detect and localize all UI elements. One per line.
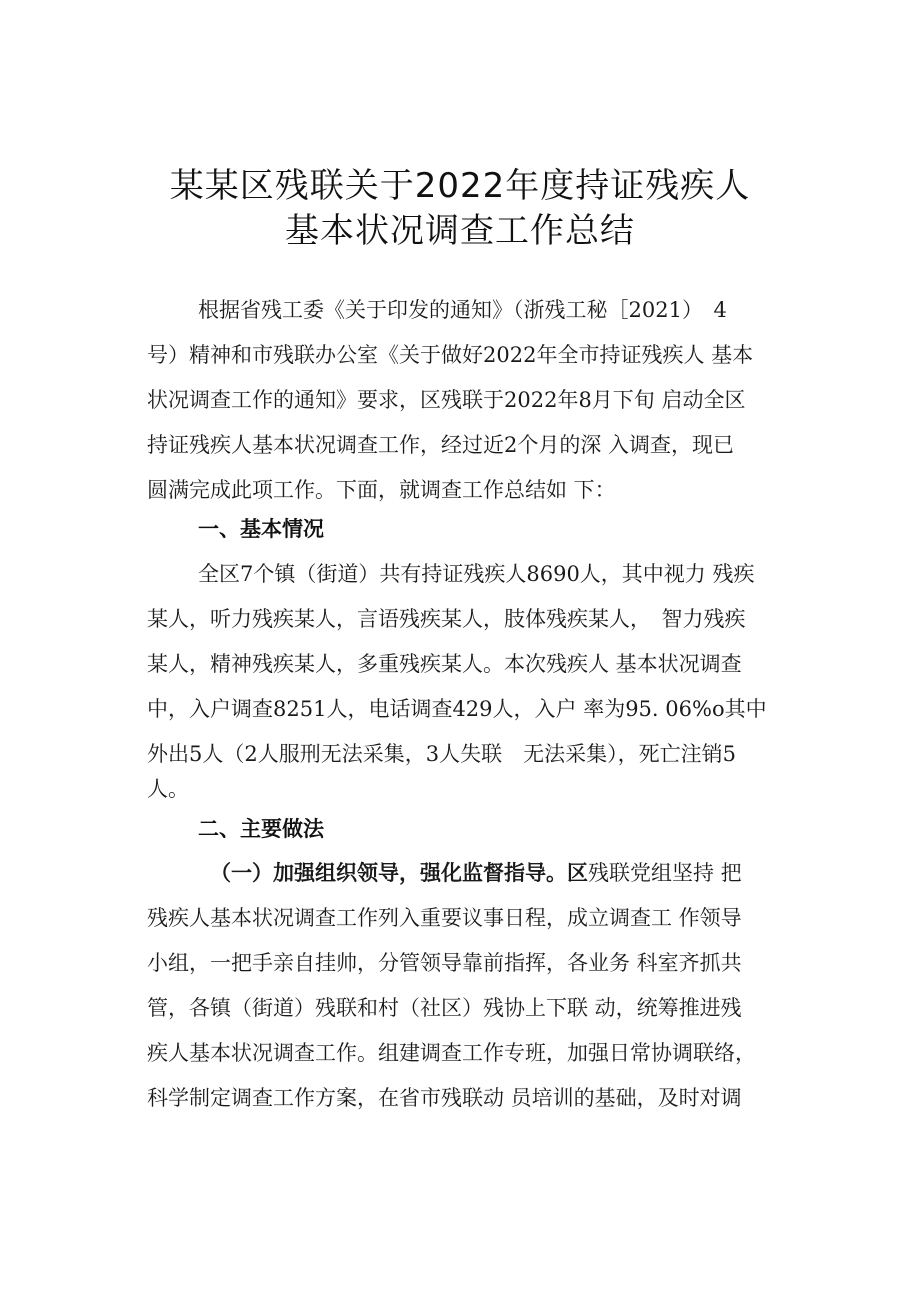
section1-line-3: 某人，精神残疾某人，多重残疾某人。本次残疾人 基本状况调查	[147, 652, 742, 676]
intro-line-4: 持证残疾人基本状况调查工作，经过近2个月的深 入调查，现已	[147, 433, 735, 457]
section2-line-5: 科学制定调查工作方案，在省市残联动 员培训的基础，及时对调	[147, 1086, 742, 1110]
section2-line-3: 管，各镇（街道）残联和村（社区）残协上下联 动，统筹推进残	[147, 996, 742, 1020]
subsection-1-lead: 残联党组坚持 把	[588, 861, 742, 885]
section1-line-6: 人。	[147, 777, 189, 801]
document-title-line-2: 基本状况调查工作总结	[285, 211, 635, 251]
section1-line-2: 某人，听力残疾某人，言语残疾某人，肢体残疾某人， 智力残疾	[147, 607, 746, 631]
section-heading-main-practices: 二、主要做法	[198, 817, 324, 841]
section1-line-1: 全区7个镇（街道）共有持证残疾人8690人，其中视力 残疾	[198, 562, 755, 586]
subsection-1-title: （一）加强组织领导，强化监督指导。区	[210, 861, 588, 885]
section-heading-basic-info: 一、基本情况	[198, 517, 324, 541]
intro-line-5: 圆满完成此项工作。下面，就调查工作总结如 下：	[147, 478, 616, 502]
section2-line-1: 残疾人基本状况调查工作列入重要议事日程，成立调查工 作领导	[147, 906, 742, 930]
intro-line-2: 号）精神和市残联办公室《关于做好2022年全市持证残疾人 基本	[147, 343, 754, 367]
subsection-1-first-line	[210, 858, 742, 888]
section1-line-4: 中，入户调查8251人，电话调查429人，入户 率为95. 06%o其中	[147, 697, 767, 721]
section2-line-2: 小组，一把手亲自挂帅，分管领导靠前指挥，各业务 科室齐抓共	[147, 951, 742, 975]
intro-line-1: 根据省残工委《关于印发的通知》（浙残工秘［2021） 4	[198, 298, 727, 322]
section2-line-4: 疾人基本状况调查工作。组建调查工作专班，加强日常协调联络，	[147, 1041, 756, 1065]
document-title-line-1: 某某区残联关于2022年度持证残疾人	[169, 166, 751, 206]
section1-line-5: 外出5人（2人服刑无法采集，3人失联 无法采集），死亡注销5	[147, 742, 736, 766]
intro-line-3: 状况调查工作的通知》要求，区残联于2022年8月下旬 启动全区	[147, 388, 746, 412]
